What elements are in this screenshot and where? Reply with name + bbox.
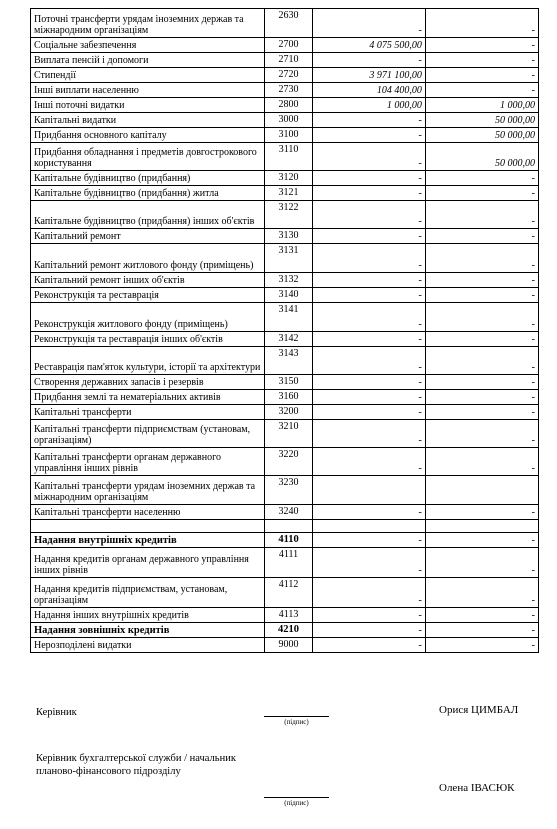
table-row [31,9,539,38]
row-value1-cell: - [312,229,425,244]
row-value1-cell: - [312,186,425,201]
row-name-cell: Капітальні трансферти населенню [31,505,265,520]
row-code-cell: 4110 [265,533,312,548]
row-code-cell: 2730 [265,83,312,98]
table-row [31,347,539,375]
row-value2-cell: - [425,578,538,608]
row-value2-cell: - [425,332,538,347]
row-value1-cell: - [312,578,425,608]
row-value2-cell: 50 000,00 [425,143,538,171]
row-value1-cell: - [312,623,425,638]
row-name-cell: Інші поточні видатки [31,98,265,113]
row-value1-cell: - [312,9,425,38]
row-value1-cell [312,520,425,533]
table-row [31,375,539,390]
row-value1-cell: - [312,113,425,128]
row-value1-cell: - [312,201,425,229]
row-value1-cell: - [312,273,425,288]
table-row [31,420,539,448]
row-code-cell [265,520,312,533]
table-row [31,476,539,505]
row-code-cell: 3143 [265,347,312,375]
row-value1-cell: - [312,533,425,548]
row-value1-cell: - [312,303,425,332]
row-value1-cell: - [312,375,425,390]
accountant-title: Керівник бухгалтерської служби / начальник планово-фінансового підрозділу [36,753,236,777]
row-code-cell: 3230 [265,476,312,505]
row-name-cell: Нерозподілені видатки [31,638,265,653]
row-value2-cell: 1 000,00 [425,98,538,113]
row-value2-cell: - [425,9,538,38]
row-value2-cell: - [425,186,538,201]
table-row [31,171,539,186]
row-value2-cell: - [425,53,538,68]
head-signature-line [264,716,329,717]
accountant-signature-caption: (підпис) [284,799,309,807]
table-row [31,332,539,347]
row-code-cell: 3220 [265,448,312,476]
row-value2-cell [425,520,538,533]
row-value2-cell [425,476,538,505]
row-value2-cell: - [425,420,538,448]
row-name-cell: Капітальні трансферти підприємствам (установам, організаціям) [31,420,265,448]
table-row [31,38,539,53]
row-value1-cell: - [312,448,425,476]
row-name-cell: Реконструкція та реставрація інших об'єктів [31,332,265,347]
table-row [31,186,539,201]
row-value2-cell: - [425,83,538,98]
head-signature-caption: (підпис) [284,718,309,726]
row-code-cell: 3100 [265,128,312,143]
row-code-cell: 3160 [265,390,312,405]
row-value2-cell: - [425,201,538,229]
row-name-cell: Реконструкція та реставрація [31,288,265,303]
table-row [31,98,539,113]
row-name-cell: Реконструкція житлового фонду (приміщень) [31,303,265,332]
row-name-cell: Надання кредитів підприємствам, установам, організаціям [31,578,265,608]
row-value1-cell: - [312,390,425,405]
table-row [31,143,539,171]
accountant-signature-line [264,797,329,798]
table-row [31,608,539,623]
row-value2-cell: - [425,229,538,244]
row-value2-cell: - [425,638,538,653]
row-value2-cell: - [425,548,538,578]
expenditure-table [30,8,539,653]
row-name-cell: Капітальний ремонт інших об'єктів [31,273,265,288]
row-name-cell: Виплата пенсій і допомоги [31,53,265,68]
row-code-cell: 3240 [265,505,312,520]
row-code-cell: 2800 [265,98,312,113]
row-code-cell: 3141 [265,303,312,332]
head-name: Орися ЦИМБАЛ [439,704,519,716]
row-value1-cell: - [312,638,425,653]
row-value1-cell: - [312,608,425,623]
row-code-cell: 3130 [265,229,312,244]
row-name-cell: Інші виплати населенню [31,83,265,98]
row-value1-cell: - [312,128,425,143]
table-row [31,638,539,653]
row-value2-cell: 50 000,00 [425,113,538,128]
row-value1-cell: - [312,405,425,420]
table-row [31,405,539,420]
row-code-cell: 2630 [265,9,312,38]
table-row [31,505,539,520]
row-value1-cell: - [312,347,425,375]
row-code-cell: 4113 [265,608,312,623]
row-name-cell: Придбання землі та нематеріальних активів [31,390,265,405]
row-name-cell: Капітальне будівництво (придбання) [31,171,265,186]
row-value1-cell: 4 075 500,00 [312,38,425,53]
table-row [31,390,539,405]
table-row [31,548,539,578]
row-name-cell: Придбання основного капіталу [31,128,265,143]
row-value1-cell: - [312,244,425,273]
row-code-cell: 3200 [265,405,312,420]
row-value2-cell: - [425,68,538,83]
row-value1-cell: - [312,288,425,303]
row-value1-cell: 104 400,00 [312,83,425,98]
row-name-cell: Реставрація пам'яток культури, історії та архітектури [31,347,265,375]
row-name-cell: Надання зовнішніх кредитів [31,623,265,638]
row-name-cell: Капітальні трансферти урядам іноземних держав та міжнародним організаціям [31,476,265,505]
row-code-cell: 3132 [265,273,312,288]
row-value2-cell: - [425,505,538,520]
row-name-cell: Капітальні трансферти органам державного управління інших рівнів [31,448,265,476]
row-value2-cell: - [425,38,538,53]
table-row [31,623,539,638]
row-value2-cell: - [425,623,538,638]
row-value2-cell: - [425,375,538,390]
table-row [31,288,539,303]
row-name-cell: Капітальний ремонт житлового фонду (приміщень) [31,244,265,273]
table-row [31,244,539,273]
row-value2-cell: - [425,608,538,623]
row-name-cell: Надання внутрішніх кредитів [31,533,265,548]
accountant-name: Олена ІВАСЮК [439,782,515,794]
row-value1-cell: - [312,53,425,68]
row-code-cell: 3110 [265,143,312,171]
table-row [31,229,539,244]
row-value2-cell: - [425,390,538,405]
row-name-cell: Капітальні видатки [31,113,265,128]
row-value2-cell: - [425,303,538,332]
row-value1-cell: - [312,548,425,578]
row-name-cell: Капітальний ремонт [31,229,265,244]
row-code-cell: 3140 [265,288,312,303]
table-row [31,128,539,143]
row-name-cell: Капітальне будівництво (придбання) інших об'єктів [31,201,265,229]
row-value2-cell: - [425,288,538,303]
row-value2-cell: - [425,171,538,186]
head-title: Керівник [36,707,77,718]
row-value2-cell: - [425,533,538,548]
row-value2-cell: - [425,347,538,375]
table-row [31,520,539,533]
row-value1-cell: - [312,420,425,448]
row-code-cell: 2720 [265,68,312,83]
row-value2-cell: 50 000,00 [425,128,538,143]
row-code-cell: 3150 [265,375,312,390]
table-row [31,578,539,608]
row-value1-cell: - [312,143,425,171]
row-name-cell [31,520,265,533]
row-value2-cell: - [425,405,538,420]
row-code-cell: 3121 [265,186,312,201]
table-row [31,83,539,98]
table-row [31,273,539,288]
row-value2-cell: - [425,448,538,476]
row-name-cell: Поточні трансферти урядам іноземних держав та міжнародним організаціям [31,9,265,38]
table-row [31,113,539,128]
row-code-cell: 4112 [265,578,312,608]
table-row [31,303,539,332]
row-code-cell: 2700 [265,38,312,53]
row-value1-cell: - [312,171,425,186]
row-code-cell: 3122 [265,201,312,229]
row-value1-cell [312,476,425,505]
row-name-cell: Стипендії [31,68,265,83]
row-value1-cell: - [312,332,425,347]
row-code-cell: 3210 [265,420,312,448]
row-name-cell: Надання кредитів органам державного управління інших рівнів [31,548,265,578]
table-row [31,448,539,476]
table-row [31,533,539,548]
row-code-cell: 3120 [265,171,312,186]
row-value1-cell: 3 971 100,00 [312,68,425,83]
table-row [31,53,539,68]
row-name-cell: Капітальні трансферти [31,405,265,420]
row-name-cell: Соціальне забезпечення [31,38,265,53]
row-value1-cell: - [312,505,425,520]
table-row [31,68,539,83]
row-code-cell: 4210 [265,623,312,638]
table-body [31,9,539,653]
row-code-cell: 3131 [265,244,312,273]
row-code-cell: 9000 [265,638,312,653]
row-name-cell: Придбання обладнання і предметів довгострокового користування [31,143,265,171]
row-code-cell: 3000 [265,113,312,128]
table-row [31,201,539,229]
row-value2-cell: - [425,273,538,288]
row-code-cell: 4111 [265,548,312,578]
row-value2-cell: - [425,244,538,273]
row-name-cell: Створення державних запасів і резервів [31,375,265,390]
row-name-cell: Надання інших внутрішніх кредитів [31,608,265,623]
row-name-cell: Капітальне будівництво (придбання) житла [31,186,265,201]
row-value1-cell: 1 000,00 [312,98,425,113]
row-code-cell: 3142 [265,332,312,347]
row-code-cell: 2710 [265,53,312,68]
